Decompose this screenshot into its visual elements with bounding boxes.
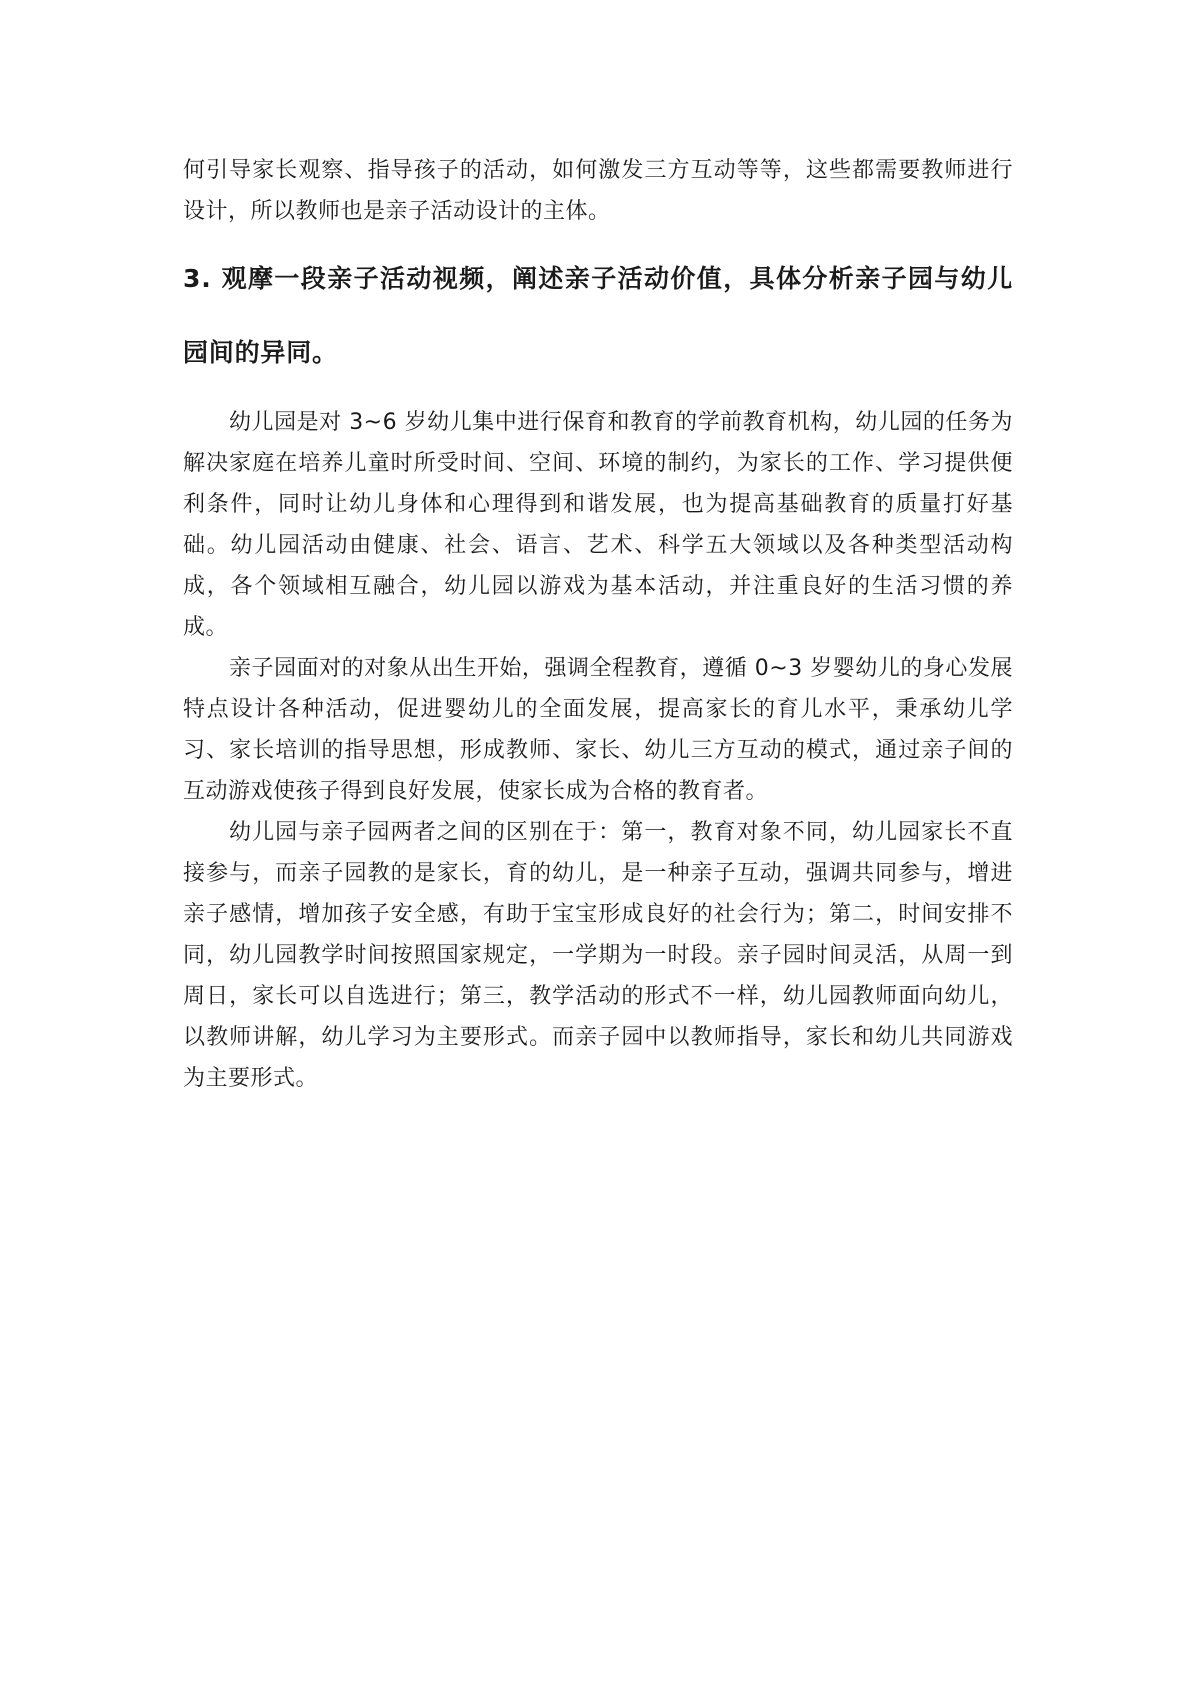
question-heading: 3. 观摩一段亲子活动视频，阐述亲子活动价值，具体分析亲子园与幼儿园间的异同。	[183, 264, 1013, 367]
continued-paragraph: 何引导家长观察、指导孩子的活动，如何激发三方互动等等，这些都需要教师进行设计，所以教师也是亲子活动设计的主体。	[183, 158, 1013, 224]
kindergarten-paragraph: 幼儿园是对 3~6 岁幼儿集中进行保育和教育的学前教育机构，幼儿园的任务为解决家庭在培养儿童时所受时间、空间、环境的制约，为家长的工作、学习提供便利条件，同时让幼儿身体和心理得到和谐发展，也为提高基础教育的质量打好基础。幼儿园活动由健康、社会、语言、艺术、科学五大领域以及各种类型活动构成，各个领域相互融合，幼儿园以游戏为基本活动，并注重良好的生活习惯的养成。	[183, 410, 1013, 640]
parent-child-center-paragraph: 亲子园面对的对象从出生开始，强调全程教育，遵循 0~3 岁婴幼儿的身心发展特点设计各种活动，促进婴幼儿的全面发展，提高家长的育儿水平，秉承幼儿学习、家长培训的指导思想，形成教师、家长、幼儿三方互动的模式，通过亲子间的互动游戏使孩子得到良好发展，使家长成为合格的教育者。	[183, 656, 1013, 804]
comparison-paragraph: 幼儿园与亲子园两者之间的区别在于：第一，教育对象不同，幼儿园家长不直接参与，而亲子园教的是家长，育的幼儿，是一种亲子互动，强调共同参与，增进亲子感情，增加孩子安全感，有助于宝宝形成良好的社会行为；第二，时间安排不同，幼儿园教学时间按照国家规定，一学期为一时段。亲子园时间灵活，从周一到周日，家长可以自选进行；第三，教学活动的形式不一样，幼儿园教师面向幼儿，以教师讲解，幼儿学习为主要形式。而亲子园中以教师指导，家长和幼儿共同游戏为主要形式。	[183, 820, 1013, 1091]
document-content	[183, 150, 1013, 1099]
